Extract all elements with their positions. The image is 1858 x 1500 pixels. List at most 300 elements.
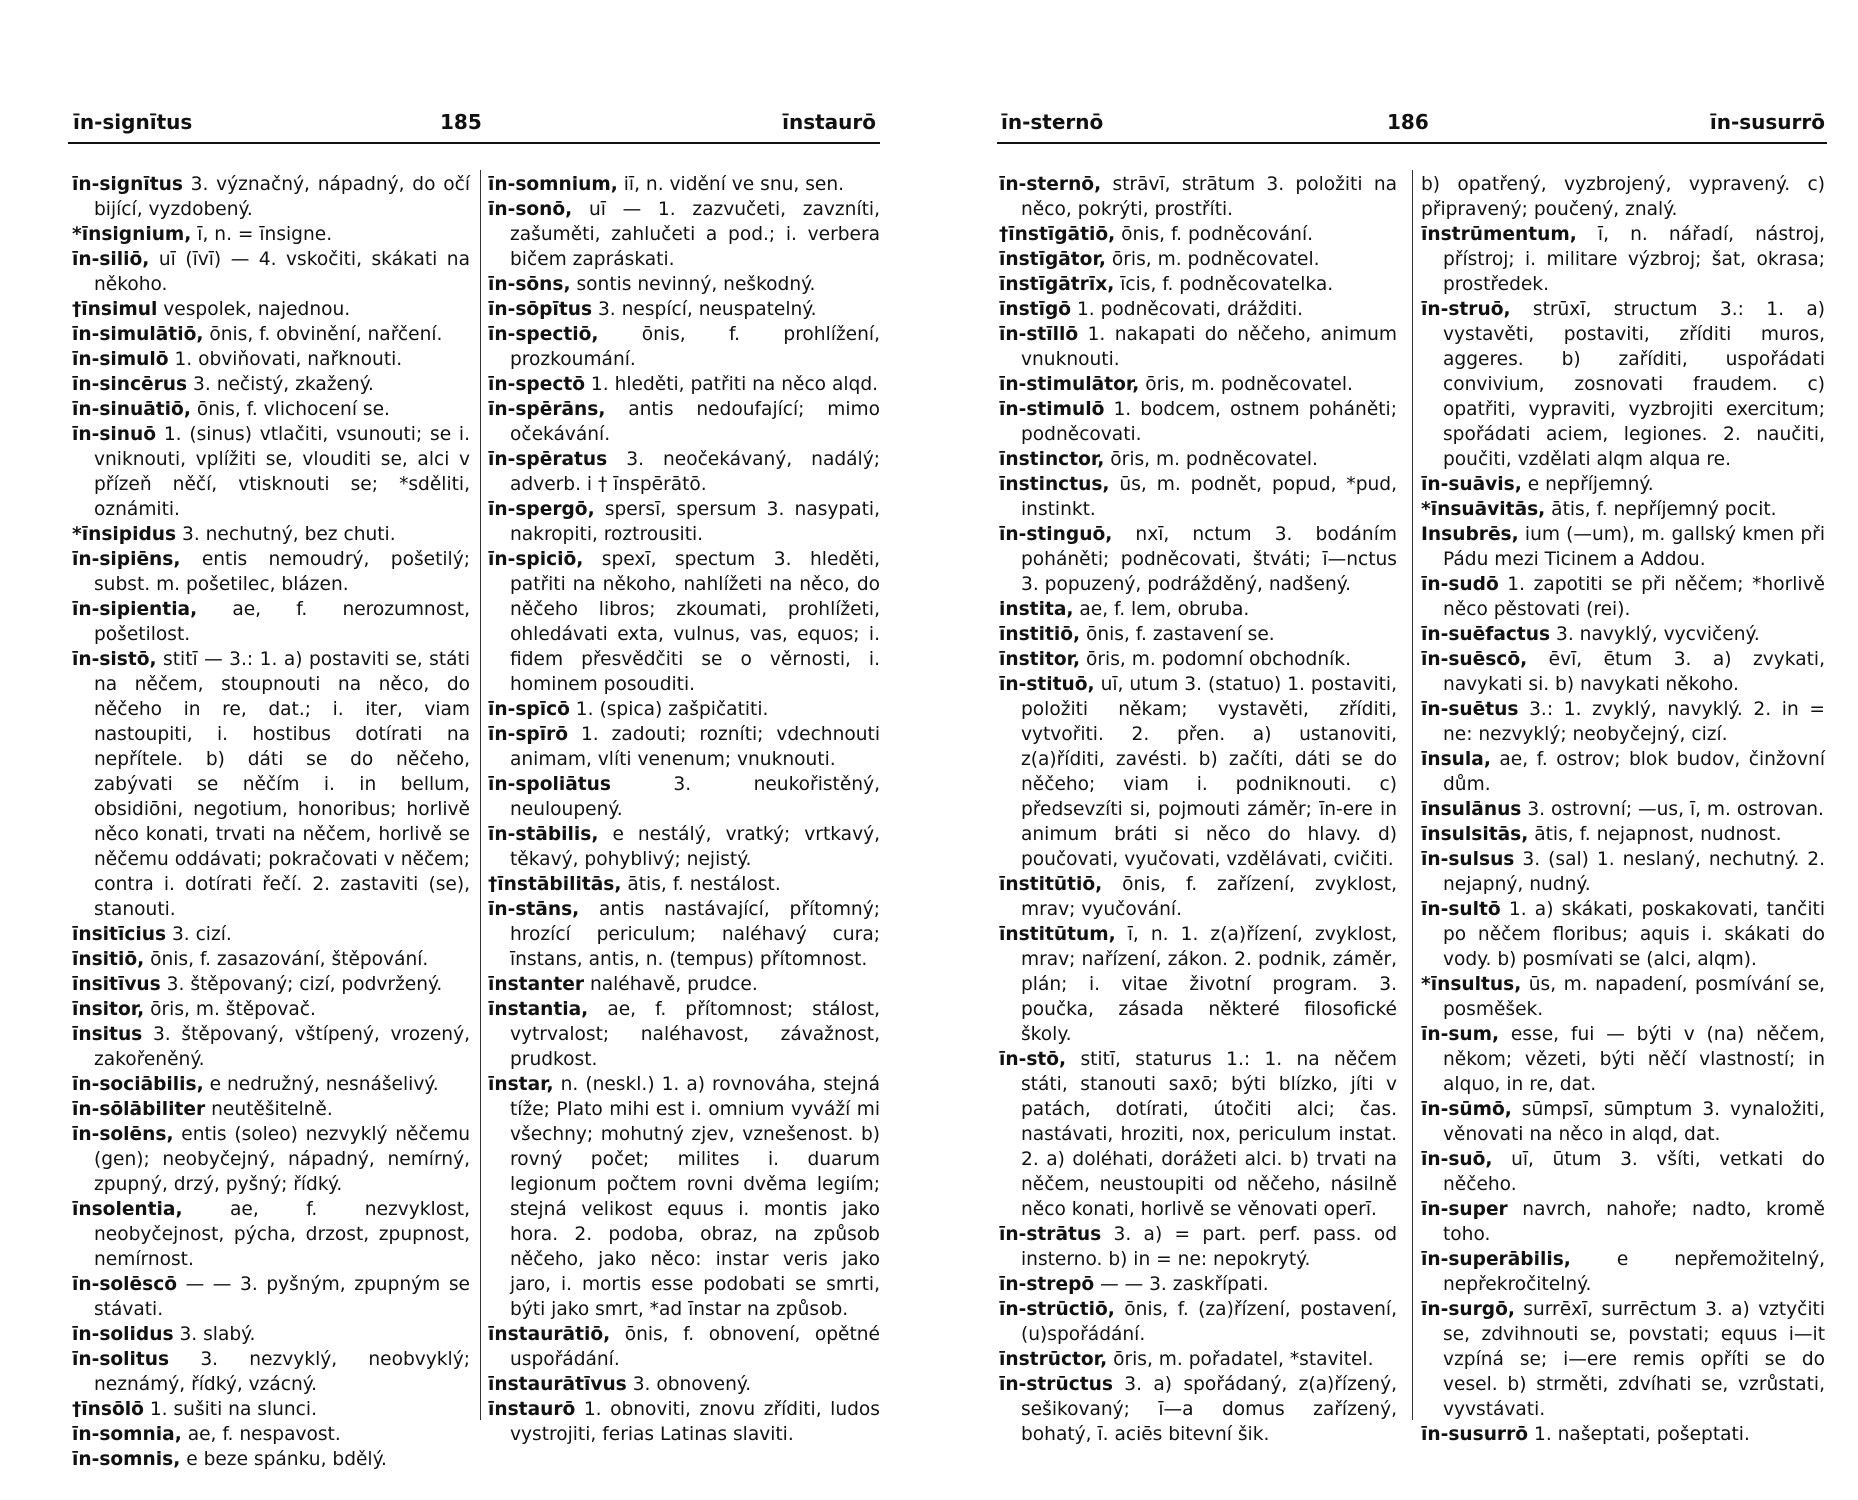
headword: īn-suēfactus bbox=[1421, 624, 1551, 645]
definition: sūmpsī, sūmptum 3. vynaložiti, věnovati na něco in alqd, dat. bbox=[1443, 1099, 1825, 1145]
dictionary-entry bbox=[1421, 747, 1825, 797]
headword: †īnstīgātiō, bbox=[999, 224, 1116, 245]
dictionary-entry bbox=[488, 322, 880, 372]
definition: stitī, staturus 1.: 1. na něčem státi, stanouti saxō; býti blízko, jíti v patách, dotírati, útočiti alci; čas. nastávati, hroziti, nox, periculum instat. 2. a) doléhati, dorážeti alci. b) trvati na něčem, neustoupiti od něčeho, násilně něco konati, horlivě se věnovati operī. bbox=[1021, 1049, 1397, 1220]
dictionary-entry bbox=[999, 247, 1397, 272]
headword: instita, bbox=[999, 599, 1074, 620]
dictionary-entry bbox=[488, 722, 880, 772]
dictionary-entry bbox=[999, 597, 1397, 622]
headword: īn-strūctus bbox=[999, 1374, 1113, 1395]
headword: īn-stō, bbox=[999, 1049, 1067, 1070]
definition: naléhavě, prudce. bbox=[589, 974, 758, 995]
dictionary-entry bbox=[999, 1297, 1397, 1347]
headword: †īnstābilitās, bbox=[488, 874, 622, 895]
headword: īn-sulsus bbox=[1421, 849, 1515, 870]
headword: īn-siliō, bbox=[72, 249, 150, 270]
headword: †īnsimul bbox=[72, 299, 158, 320]
headword: īn-sonō, bbox=[488, 199, 573, 220]
dictionary-entry bbox=[488, 272, 880, 297]
definition: 3. navyklý, vycvičený. bbox=[1556, 624, 1760, 645]
dictionary-entry bbox=[72, 1097, 470, 1122]
dictionary-entry bbox=[72, 597, 470, 647]
definition: 3. ostrovní; —us, ī, m. ostrovan. bbox=[1527, 799, 1824, 820]
dictionary-entry bbox=[1421, 222, 1825, 297]
page-number: 185 bbox=[440, 110, 482, 134]
header-left-guideword: īn-sternō bbox=[1001, 110, 1104, 134]
headword: īn-suō, bbox=[1421, 1149, 1493, 1170]
headword: īn-sum, bbox=[1421, 1024, 1500, 1045]
definition: ae, f. přítomnost; stálost, vytrvalost; naléhavost, závažnost, prudkost. bbox=[510, 999, 880, 1070]
dictionary-entry bbox=[999, 522, 1397, 597]
dictionary-entry bbox=[1421, 1422, 1825, 1447]
right-page bbox=[929, 0, 1858, 1500]
dictionary-entry bbox=[72, 397, 470, 422]
definition: entis nemoudrý, pošetilý; subst. m. pošetilec, blázen. bbox=[94, 549, 470, 595]
headword: īnsitor, bbox=[72, 999, 145, 1020]
dictionary-entry bbox=[72, 222, 470, 247]
definition: uī, ūtum 3. všíti, vetkati do něčeho. bbox=[1443, 1149, 1825, 1195]
headword: īnsitus bbox=[72, 1024, 143, 1045]
headword: īn-sōpītus bbox=[488, 299, 593, 320]
headword: īn-sipientia, bbox=[72, 599, 198, 620]
headword: īnstinctor, bbox=[999, 449, 1105, 470]
headword: īn-suēscō, bbox=[1421, 649, 1528, 670]
definition: strūxī, structum 3.: 1. a) vystavěti, postaviti, zříditi muros, aggeres. b) zaříditi, uspořádati convivium, zosnovati fraudem. c) opatřiti, vypraviti, vyzbrojiti exercitum; spořádati aciem, legiones. 2. naučiti, poučiti, vzdělati alqm alqua re. bbox=[1443, 299, 1825, 470]
dictionary-entry bbox=[1421, 822, 1825, 847]
dictionary-entry bbox=[1421, 1097, 1825, 1147]
definition: 1. zadouti; rozníti; vdechnouti animam, vlíti venenum; vnuknouti. bbox=[510, 724, 880, 770]
headword: īn-somnia, bbox=[72, 1424, 182, 1445]
definition: e beze spánku, bdělý. bbox=[186, 1449, 387, 1470]
dictionary-entry bbox=[72, 372, 470, 397]
definition: 3. a) spořádaný, z(a)řízený, sešikovaný; ī—a domus zařízený, bohatý, ī. aciēs bitevní šik. bbox=[1021, 1374, 1397, 1445]
definition: 3.: 1. zvyklý, navyklý. 2. in = ne: nezvyklý; neobyčejný, cizí. bbox=[1443, 699, 1825, 745]
dictionary-entry bbox=[72, 347, 470, 372]
dictionary-entry bbox=[72, 1122, 470, 1197]
definition: 3. (sal) 1. neslaný, nechutný. 2. nejapný, nudný. bbox=[1443, 849, 1825, 895]
dictionary-entry bbox=[488, 497, 880, 547]
dictionary-entry bbox=[72, 322, 470, 347]
dictionary-entry bbox=[72, 1397, 470, 1422]
dictionary-entry bbox=[488, 547, 880, 697]
dictionary-entry bbox=[72, 997, 470, 1022]
headword: īnstitor, bbox=[999, 649, 1081, 670]
dictionary-entry bbox=[1421, 972, 1825, 1022]
headword: īn-somnis, bbox=[72, 1449, 181, 1470]
definition: 1. podněcovati, drážditi. bbox=[1076, 299, 1304, 320]
definition: 3. nespící, neuspatelný. bbox=[597, 299, 817, 320]
definition: 1. bodcem, ostnem poháněti; podněcovati. bbox=[1021, 399, 1397, 445]
dictionary-entry bbox=[1421, 1247, 1825, 1297]
definition: ōnis, f. obvinění, nařčení. bbox=[209, 324, 443, 345]
headword: īnsulsitās, bbox=[1421, 824, 1529, 845]
headword: īn-sistō, bbox=[72, 649, 157, 670]
dictionary-entry bbox=[999, 672, 1397, 872]
definition: 1. a) skákati, poskakovati, tančiti po něčem floribus; aquis i. skákati do vody. b) posmívati se (alci, alqm). bbox=[1443, 899, 1826, 970]
headword: īn-suētus bbox=[1421, 699, 1519, 720]
dictionary-entry bbox=[1421, 897, 1825, 972]
headword: īn-sudō bbox=[1421, 574, 1499, 595]
headword: īnstrūmentum, bbox=[1421, 224, 1577, 245]
dictionary-entry bbox=[999, 447, 1397, 472]
headword: īn-somnium, bbox=[488, 174, 618, 195]
definition: 3. nečistý, zkažený. bbox=[193, 374, 374, 395]
headword: īn-stimulātor, bbox=[999, 374, 1140, 395]
headword: īnstīgātor, bbox=[999, 249, 1106, 270]
headword: īn-spoliātus bbox=[488, 774, 611, 795]
dictionary-entry bbox=[488, 1397, 880, 1447]
definition: 3. štěpovaný; cizí, podvržený. bbox=[166, 974, 443, 995]
definition: 1. (spica) zašpičatiti. bbox=[575, 699, 769, 720]
entry-column-left bbox=[72, 172, 470, 1472]
dictionary-entry bbox=[488, 1372, 880, 1397]
headword: īnsolentia, bbox=[72, 1199, 183, 1220]
headword: īnsulānus bbox=[1421, 799, 1522, 820]
definition: n. (neskl.) 1. a) rovnováha, stejná tíže; Plato mihi est i. omnium vyváží mi všechny; mohutný zjev, vznešenost. b) rovný počet; milites i. duarum legionum počtem rovni dvěma legiím; stejná velikost equus i. montis jako hora. 2. podoba, obraz, na způsob něčeho, jako něco: instar veris jako jaro, i. mortis esse podobati se smrti, býti jako smrt, *ad īnstar na způsob. bbox=[510, 1074, 880, 1320]
headword: īn-solitus bbox=[72, 1349, 170, 1370]
dictionary-entry bbox=[999, 1047, 1397, 1222]
headword: īn-sultō bbox=[1421, 899, 1501, 920]
dictionary-entry bbox=[72, 172, 470, 222]
dictionary-entry bbox=[999, 1347, 1397, 1372]
header-rule bbox=[68, 142, 880, 144]
entry-column-left bbox=[999, 172, 1397, 1447]
definition: ōnis, f. zařízení, zvyklost, mrav; vyučování. bbox=[1021, 874, 1397, 920]
definition: 1. hleděti, patřiti na něco alqd. bbox=[590, 374, 879, 395]
headword: Insubrēs, bbox=[1421, 524, 1519, 545]
definition: ae, f. nezvyklost, neobyčejnost, pýcha, drzost, zpupnost, nemírnost. bbox=[94, 1199, 470, 1270]
headword: īn-spectō bbox=[488, 374, 585, 395]
definition: antis nastávající, přítomný; hrozící periculum; naléhavý cura; īnstans, antis, n. (tempus) přítomnost. bbox=[510, 899, 880, 970]
dictionary-entry bbox=[72, 922, 470, 947]
dictionary-entry bbox=[488, 872, 880, 897]
headword: *īnsignium, bbox=[72, 224, 192, 245]
definition: ātis, f. nejapnost, nudnost. bbox=[1534, 824, 1782, 845]
dictionary-entry bbox=[999, 922, 1397, 1047]
headword: īn-solidus bbox=[72, 1324, 174, 1345]
headword: īn-sinuātiō, bbox=[72, 399, 191, 420]
definition: 1. obviňovati, nařknouti. bbox=[174, 349, 403, 370]
header-left-guideword: īn-signītus bbox=[73, 110, 193, 134]
headword: īn-simulātiō, bbox=[72, 324, 204, 345]
headword: īn-spīrō bbox=[488, 724, 569, 745]
dictionary-entry bbox=[999, 372, 1397, 397]
dictionary-entry bbox=[999, 397, 1397, 447]
dictionary-entry bbox=[488, 172, 880, 197]
entry-column-right bbox=[1421, 172, 1825, 1447]
headword: īn-stimulō bbox=[999, 399, 1105, 420]
dictionary-entry bbox=[1421, 172, 1825, 222]
headword: īnsitiō, bbox=[72, 949, 145, 970]
definition: uī, utum 3. (statuo) 1. postaviti, položiti někam; vystavěti, zříditi, vytvořiti. 2. přen. a) ustanoviti, z(a)říditi, zavésti. b) začíti, dáti se do něčeho; viam i. podniknouti. c) předsevzíti si, pojmouti záměr; īn-ere in animum bráti si něco do hlavy. d) poučovati, vyučovati, vzdělávati, cvičiti. bbox=[1021, 674, 1397, 870]
headword: īn-sternō, bbox=[999, 174, 1102, 195]
dictionary-entry bbox=[72, 1447, 470, 1472]
definition: ae, f. nerozumnost, pošetilost. bbox=[94, 599, 470, 645]
dictionary-entry bbox=[488, 697, 880, 722]
running-header bbox=[929, 104, 1858, 140]
headword: īn-stituō, bbox=[999, 674, 1095, 695]
definition: ōnis, f. prohlížení, prozkoumání. bbox=[510, 324, 880, 370]
dictionary-entry bbox=[999, 172, 1397, 222]
page-number: 186 bbox=[1387, 110, 1429, 134]
headword: īnstīgō bbox=[999, 299, 1072, 320]
definition: 3. neočekávaný, nadálý; adverb. i † īnspērātō. bbox=[510, 449, 880, 495]
definition: ātis, f. nestálost. bbox=[627, 874, 781, 895]
definition: vespolek, najednou. bbox=[163, 299, 351, 320]
dictionary-entry bbox=[72, 1022, 470, 1072]
dictionary-entry bbox=[72, 1322, 470, 1347]
dictionary-entry bbox=[1421, 797, 1825, 822]
headword: *īnsultus, bbox=[1421, 974, 1522, 995]
headword: īn-spērāns, bbox=[488, 399, 606, 420]
dictionary-entry bbox=[488, 397, 880, 447]
definition: e nedružný, nesnášelivý. bbox=[209, 1074, 439, 1095]
definition: 3. obnovený. bbox=[632, 1374, 752, 1395]
headword: īnstantia, bbox=[488, 999, 589, 1020]
headword: īn-struō, bbox=[1421, 299, 1511, 320]
definition: ōnis, f. podněcování. bbox=[1121, 224, 1314, 245]
definition: ī, n. nářadí, nástroj, přístroj; i. militare výzbroj; šat, okrasa; prostředek. bbox=[1443, 224, 1825, 295]
definition: ōris, m. pořadatel, *stavitel. bbox=[1113, 1349, 1374, 1370]
definition: 1. sušiti na slunci. bbox=[149, 1399, 317, 1420]
dictionary-entry bbox=[999, 472, 1397, 522]
dictionary-entry bbox=[488, 972, 880, 997]
dictionary-entry bbox=[72, 1422, 470, 1447]
dictionary-entry bbox=[999, 272, 1397, 297]
dictionary-entry bbox=[488, 1322, 880, 1372]
dictionary-entry bbox=[999, 1372, 1397, 1447]
headword: †īnsōlō bbox=[72, 1399, 144, 1420]
headword: īnstinctus, bbox=[999, 474, 1110, 495]
dictionary-entry bbox=[488, 197, 880, 272]
definition: e nestálý, vratký; vrtkavý, těkavý, pohyblivý; nejistý. bbox=[510, 824, 880, 870]
definition: — — 3. zaskřípati. bbox=[1100, 1274, 1269, 1295]
definition: ōris, m. štěpovač. bbox=[150, 999, 316, 1020]
headword: īn-surgō, bbox=[1421, 1299, 1515, 1320]
definition: navrch, nahoře; nadto, kromě toho. bbox=[1443, 1199, 1825, 1245]
dictionary-entry bbox=[488, 897, 880, 972]
headword: īn-spīcō bbox=[488, 699, 570, 720]
dictionary-entry bbox=[999, 647, 1397, 672]
headword: *īnsipidus bbox=[72, 524, 177, 545]
dictionary-entry bbox=[1421, 297, 1825, 472]
headword: īn-solēns, bbox=[72, 1124, 174, 1145]
definition: esse, fui — býti v (na) něčem, někom; vězeti, býti něčí vlastností; in alquo, in re, dat. bbox=[1443, 1024, 1825, 1095]
headword: *īnsuāvitās, bbox=[1421, 499, 1546, 520]
headword: īn-stīllō bbox=[999, 324, 1079, 345]
definition: e nepříjemný. bbox=[1527, 474, 1654, 495]
headword: īn-spergō, bbox=[488, 499, 595, 520]
dictionary-entry bbox=[999, 222, 1397, 247]
headword: īn-spēratus bbox=[488, 449, 608, 470]
headword: īnstanter bbox=[488, 974, 585, 995]
dictionary-entry bbox=[72, 972, 470, 997]
definition: uī (īvī) — 4. vskočiti, skákati na někoho. bbox=[94, 249, 470, 295]
headword: īnsitīvus bbox=[72, 974, 161, 995]
headword: īnstaurō bbox=[488, 1399, 576, 1420]
dictionary-entry bbox=[72, 422, 470, 522]
dictionary-entry bbox=[488, 1072, 880, 1322]
headword: īn-suāvis, bbox=[1421, 474, 1522, 495]
definition: 3. štěpovaný, vštípený, vrozený, zakořeněný. bbox=[94, 1024, 470, 1070]
definition: ōris, m. podněcovatel. bbox=[1145, 374, 1353, 395]
definition: ūs, m. podnět, popud, *pud, instinkt. bbox=[1021, 474, 1397, 520]
dictionary-entry bbox=[1421, 1197, 1825, 1247]
headword: īn-sōns, bbox=[488, 274, 571, 295]
dictionary-entry bbox=[488, 372, 880, 397]
headword: īn-sōlābiliter bbox=[72, 1099, 206, 1120]
headword: īn-strātus bbox=[999, 1224, 1102, 1245]
dictionary-entry bbox=[1421, 497, 1825, 522]
definition: 1. zapotiti se při něčem; *horlivě něco pěstovati (rei). bbox=[1443, 574, 1825, 620]
dictionary-entry bbox=[999, 1222, 1397, 1272]
headword: īn-super bbox=[1421, 1199, 1508, 1220]
definition: ium (—um), m. gallský kmen při Pádu mezi Ticinem a Addou. bbox=[1443, 524, 1825, 570]
definition: surrēxī, surrēctum 3. a) vztyčiti se, zdvihnouti se, povstati; equus i—it vzpíná se; i—ere remis opříti se do vesel. b) strměti, zdvíhati se, vzrůstati, vyvstávati. bbox=[1443, 1299, 1825, 1420]
definition: ōnis, f. vlichocení se. bbox=[196, 399, 390, 420]
headword: īn-stābilis, bbox=[488, 824, 599, 845]
headword: īn-strūctiō, bbox=[999, 1299, 1115, 1320]
definition: entis (soleo) nezvyklý něčemu (gen); neobyčejný, nápadný, nemírný, zpupný, drzý, pyšný; řídký. bbox=[94, 1124, 470, 1195]
definition: ēvī, ētum 3. a) zvykati, navykati si. b) navykati někoho. bbox=[1443, 649, 1825, 695]
definition: 3. a) = part. perf. pass. od insterno. b) in = ne: nepokrytý. bbox=[1021, 1224, 1397, 1270]
definition: spersī, spersum 3. nasypati, nakropiti, roztrousiti. bbox=[510, 499, 880, 545]
definition: ōnis, f. zasazování, štěpování. bbox=[150, 949, 429, 970]
dictionary-entry bbox=[72, 647, 470, 922]
headword: īn-spiciō, bbox=[488, 549, 584, 570]
headword: īn-superābilis, bbox=[1421, 1249, 1571, 1270]
definition: ae, f. nespavost. bbox=[187, 1424, 341, 1445]
headword: īnstitūtum, bbox=[999, 924, 1116, 945]
column-divider bbox=[1412, 170, 1413, 1420]
dictionary-entry bbox=[999, 297, 1397, 322]
definition: sontis nevinný, neškodný. bbox=[576, 274, 816, 295]
dictionary-entry bbox=[72, 547, 470, 597]
dictionary-entry bbox=[999, 1272, 1397, 1297]
headword: īn-stāns, bbox=[488, 899, 580, 920]
definition: antis nedoufající; mimo očekávání. bbox=[510, 399, 880, 445]
dictionary-entry bbox=[488, 447, 880, 497]
definition: 3. nezvyklý, neobvyklý; neznámý, řídký, vzácný. bbox=[94, 1349, 470, 1395]
entry-column-right bbox=[488, 172, 880, 1447]
definition: 3. slabý. bbox=[179, 1324, 256, 1345]
running-header bbox=[0, 104, 929, 140]
definition: 3. neukořistěný, neuloupený. bbox=[510, 774, 880, 820]
dictionary-entry bbox=[1421, 572, 1825, 622]
dictionary-entry bbox=[488, 772, 880, 822]
headword: īn-sipiēns, bbox=[72, 549, 181, 570]
dictionary-entry bbox=[1421, 622, 1825, 647]
definition: uī — 1. zazvučeti, zavzníti, zašuměti, zahlučeti a pod.; i. verbera bičem zapráskati. bbox=[510, 199, 880, 270]
headword: īnsula, bbox=[1421, 749, 1491, 770]
headword: īnstitiō, bbox=[999, 624, 1081, 645]
definition: ūs, m. napadení, posmívání se, posměšek. bbox=[1443, 974, 1825, 1020]
dictionary-entry bbox=[72, 1072, 470, 1097]
headword: īn-stinguō, bbox=[999, 524, 1113, 545]
dictionary-entry bbox=[999, 872, 1397, 922]
headword: īn-sociābilis, bbox=[72, 1074, 204, 1095]
definition: neutěšitelně. bbox=[211, 1099, 333, 1120]
definition: 1. nakapati do něčeho, animum vnuknouti. bbox=[1021, 324, 1397, 370]
definition: 3. cizí. bbox=[171, 924, 232, 945]
definition: e nepřemožitelný, nepřekročitelný. bbox=[1443, 1249, 1825, 1295]
definition: 3. nechutný, bez chuti. bbox=[182, 524, 396, 545]
dictionary-entry bbox=[1421, 647, 1825, 697]
headword: īn-sinuō bbox=[72, 424, 157, 445]
dictionary-entry bbox=[72, 1197, 470, 1272]
definition: ōnis, f. (za)řízení, postavení, (u)spořádání. bbox=[1021, 1299, 1397, 1345]
headword: īnstaurātīvus bbox=[488, 1374, 627, 1395]
headword: īn-signītus bbox=[72, 174, 183, 195]
dictionary-entry bbox=[72, 522, 470, 547]
definition: ātis, f. nepříjemný pocit. bbox=[1551, 499, 1777, 520]
dictionary-entry bbox=[72, 1272, 470, 1322]
definition: 1. (sinus) vtlačiti, vsunouti; se i. vniknouti, vplížiti se, vlouditi se, alci v přízeň něčí, vtisknouti se; *sděliti, oznámiti. bbox=[94, 424, 470, 520]
dictionary-entry bbox=[1421, 697, 1825, 747]
dictionary-entry bbox=[1421, 1147, 1825, 1197]
header-right-guideword: īn-susurrō bbox=[1709, 110, 1825, 134]
dictionary-entry bbox=[999, 322, 1397, 372]
definition: ōnis, f. obnovení, opětné uspořádání. bbox=[510, 1324, 880, 1370]
definition: strāvī, strātum 3. položiti na něco, pokrýti, prostříti. bbox=[1021, 174, 1397, 220]
header-rule bbox=[997, 142, 1827, 144]
definition: ōris, m. podomní obchodník. bbox=[1086, 649, 1351, 670]
dictionary-entry bbox=[999, 622, 1397, 647]
dictionary-entry bbox=[488, 822, 880, 872]
dictionary-entry bbox=[72, 947, 470, 972]
definition: b) opatřený, vyzbrojený, vypravený. c) připravený; poučený, znalý. bbox=[1421, 174, 1825, 220]
dictionary-entry bbox=[1421, 847, 1825, 897]
definition: 3. význačný, nápadný, do očí bijící, vyzdobený. bbox=[94, 174, 470, 220]
dictionary-entry bbox=[72, 297, 470, 322]
headword: īnstitūtiō, bbox=[999, 874, 1103, 895]
dictionary-entry bbox=[72, 247, 470, 297]
definition: ī, n. 1. z(a)řízení, zvyklost, mrav; nařízení, zákon. 2. podnik, záměr, plán; i. vitae životní program. 3. poučka, zásada některé filosofické školy. bbox=[1021, 924, 1397, 1045]
headword: īn-spectiō, bbox=[488, 324, 599, 345]
headword: īn-sincērus bbox=[72, 374, 188, 395]
dictionary-entry bbox=[1421, 1022, 1825, 1097]
headword: īn-susurrō bbox=[1421, 1424, 1529, 1445]
dictionary-entry bbox=[1421, 1297, 1825, 1422]
definition: stitī — 3.: 1. a) postaviti se, státi na něčem, stoupnouti na něco, do něčeho in re, dat.; i. iter, viam nastoupiti, i. hostibus dotírati na nepřítele. b) dáti se do něčeho, zabývati se něčím i. in bellum, obsidiōni, negotium, honoribus; horlivě něco konati, trvati na něčem, horlivě se něčemu oddávati; pokračovati v něčem; contra i. dotírati řečí. 2. zastaviti (se), stanouti. bbox=[94, 649, 470, 920]
headword: īn-solēscō bbox=[72, 1274, 178, 1295]
headword: īn-simulō bbox=[72, 349, 169, 370]
definition: ōnis, f. zastavení se. bbox=[1085, 624, 1275, 645]
headword: īnsitīcius bbox=[72, 924, 167, 945]
dictionary-entry bbox=[1421, 472, 1825, 497]
definition: 1. našeptati, pošeptati. bbox=[1533, 1424, 1750, 1445]
dictionary-entry bbox=[488, 297, 880, 322]
headword: īnstar, bbox=[488, 1074, 554, 1095]
column-divider bbox=[480, 170, 481, 1420]
definition: spexī, spectum 3. hleděti, patřiti na někoho, nahlížeti na něco, do něčeho libros; zkoumati, prohlížeti, ohledávati exta, vulnus, vas, equos; i. fidem přesvědčiti se o věrnosti, i. hominem posouditi. bbox=[510, 549, 880, 695]
headword: īn-sūmō, bbox=[1421, 1099, 1512, 1120]
definition: īcis, f. podněcovatelka. bbox=[1120, 274, 1334, 295]
headword: īn-strepō bbox=[999, 1274, 1095, 1295]
headword: īnstrūctor, bbox=[999, 1349, 1108, 1370]
definition: nxī, nctum 3. bodáním poháněti; podněcovati, štváti; ī—nctus 3. popuzený, podrážděný, nadšený. bbox=[1021, 524, 1397, 595]
headword: īnstaurātiō, bbox=[488, 1324, 611, 1345]
headword: īnstīgātrīx, bbox=[999, 274, 1115, 295]
definition: — — 3. pyšným, zpupným se stávati. bbox=[94, 1274, 470, 1320]
definition: ī, n. = īnsigne. bbox=[197, 224, 333, 245]
dictionary-entry bbox=[488, 997, 880, 1072]
header-right-guideword: īnstaurō bbox=[782, 110, 876, 134]
definition: ae, f. ostrov; blok budov, činžovní dům. bbox=[1443, 749, 1825, 795]
definition: ōris, m. podněcovatel. bbox=[1111, 249, 1320, 270]
dictionary-entry bbox=[1421, 522, 1825, 572]
definition: iī, n. vidění ve snu, sen. bbox=[623, 174, 845, 195]
